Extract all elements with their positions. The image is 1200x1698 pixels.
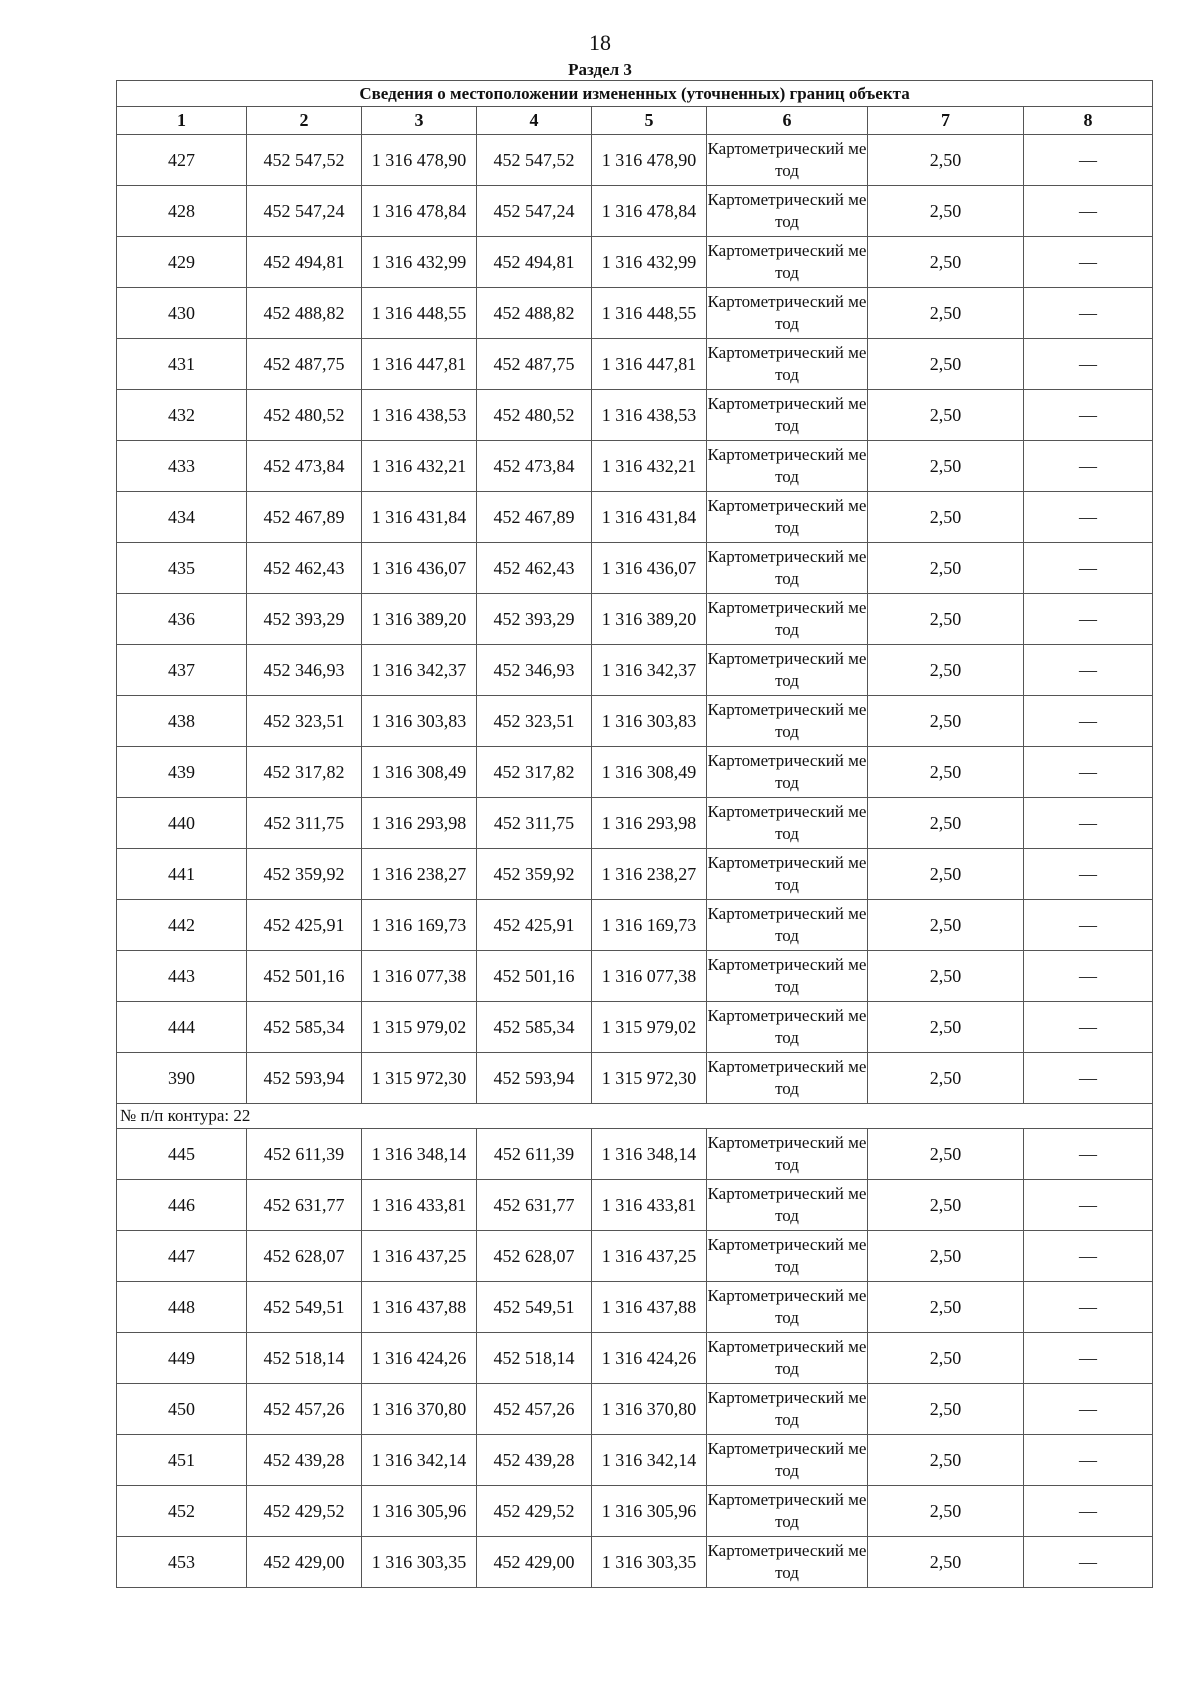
table-cell: 433: [117, 441, 247, 492]
table-cell: 432: [117, 390, 247, 441]
table-cell: —: [1024, 1129, 1153, 1180]
table-body-group-a: [117, 135, 1153, 1104]
table-cell: 1 316 478,84: [362, 186, 477, 237]
table-cell: 2,50: [868, 696, 1024, 747]
table-cell: Картометрический метод: [707, 1333, 868, 1384]
table-cell: 429: [117, 237, 247, 288]
table-cell: 452 323,51: [477, 696, 592, 747]
table-cell: 1 316 308,49: [362, 747, 477, 798]
table-cell: 2,50: [868, 1435, 1024, 1486]
table-cell: 2,50: [868, 1282, 1024, 1333]
table-cell: 1 316 238,27: [362, 849, 477, 900]
table-cell: Картометрический метод: [707, 339, 868, 390]
table-cell: 452 473,84: [477, 441, 592, 492]
table-cell: 2,50: [868, 1053, 1024, 1104]
table-cell: Картометрический метод: [707, 186, 868, 237]
table-cell: Картометрический метод: [707, 1537, 868, 1588]
table-cell: 452 593,94: [477, 1053, 592, 1104]
table-cell: 2,50: [868, 747, 1024, 798]
table-cell: 452 359,92: [477, 849, 592, 900]
table-cell: 452 393,29: [247, 594, 362, 645]
table-cell: 2,50: [868, 543, 1024, 594]
table-row: [117, 1231, 1153, 1282]
table-cell: Картометрический метод: [707, 1180, 868, 1231]
table-cell: 1 316 448,55: [592, 288, 707, 339]
table-cell: 1 316 431,84: [362, 492, 477, 543]
column-number: 3: [362, 107, 477, 135]
table-cell: 452 467,89: [477, 492, 592, 543]
table-cell: 1 315 979,02: [362, 1002, 477, 1053]
table-cell: 1 316 432,99: [362, 237, 477, 288]
table-cell: 452 359,92: [247, 849, 362, 900]
table-cell: 2,50: [868, 645, 1024, 696]
table-cell: 452 439,28: [247, 1435, 362, 1486]
table-cell: 1 316 436,07: [592, 543, 707, 594]
table-cell: 448: [117, 1282, 247, 1333]
table-cell: —: [1024, 441, 1153, 492]
table-row: [117, 186, 1153, 237]
table-cell: 452 518,14: [477, 1333, 592, 1384]
column-number: 5: [592, 107, 707, 135]
table-cell: —: [1024, 798, 1153, 849]
table-cell: 452 488,82: [477, 288, 592, 339]
column-number: 2: [247, 107, 362, 135]
table-cell: —: [1024, 747, 1153, 798]
table-row: [117, 237, 1153, 288]
table-cell: 452 346,93: [247, 645, 362, 696]
table-cell: 2,50: [868, 441, 1024, 492]
table-cell: 452 547,24: [477, 186, 592, 237]
table-row: [117, 1002, 1153, 1053]
table-cell: 452 462,43: [247, 543, 362, 594]
table-cell: Картометрический метод: [707, 390, 868, 441]
table-cell: 452 611,39: [247, 1129, 362, 1180]
table-cell: 2,50: [868, 900, 1024, 951]
table-cell: 452 480,52: [477, 390, 592, 441]
table-cell: 452 439,28: [477, 1435, 592, 1486]
table-cell: Картометрический метод: [707, 492, 868, 543]
table-cell: 452 429,52: [477, 1486, 592, 1537]
table-cell: —: [1024, 492, 1153, 543]
table-cell: 440: [117, 798, 247, 849]
column-number: 6: [707, 107, 868, 135]
table-caption: Сведения о местоположении измененных (уточненных) границ объекта: [117, 81, 1153, 107]
table-cell: —: [1024, 1384, 1153, 1435]
column-number-row: [117, 107, 1153, 135]
table-cell: 1 315 972,30: [362, 1053, 477, 1104]
table-cell: 427: [117, 135, 247, 186]
table-cell: 2,50: [868, 594, 1024, 645]
table-cell: Картометрический метод: [707, 747, 868, 798]
table-cell: 452 585,34: [247, 1002, 362, 1053]
table-cell: 452 628,07: [477, 1231, 592, 1282]
table-cell: 2,50: [868, 237, 1024, 288]
table-cell: Картометрический метод: [707, 900, 868, 951]
table-cell: Картометрический метод: [707, 135, 868, 186]
table-cell: Картометрический метод: [707, 1486, 868, 1537]
table-cell: 450: [117, 1384, 247, 1435]
table-cell: Картометрический метод: [707, 849, 868, 900]
table-cell: 1 316 424,26: [362, 1333, 477, 1384]
table-cell: —: [1024, 900, 1153, 951]
table-cell: —: [1024, 390, 1153, 441]
table-cell: 452 429,00: [247, 1537, 362, 1588]
table-cell: 439: [117, 747, 247, 798]
table-row: [117, 492, 1153, 543]
table-row: [117, 900, 1153, 951]
table-row: [117, 1180, 1153, 1231]
table-row: [117, 1384, 1153, 1435]
table-cell: 452 518,14: [247, 1333, 362, 1384]
table-cell: —: [1024, 1333, 1153, 1384]
table-cell: 2,50: [868, 951, 1024, 1002]
table-row: [117, 747, 1153, 798]
table-cell: 437: [117, 645, 247, 696]
table-row: [117, 1129, 1153, 1180]
table-cell: 1 316 348,14: [362, 1129, 477, 1180]
table-cell: 2,50: [868, 849, 1024, 900]
table-cell: 1 316 437,88: [592, 1282, 707, 1333]
table-cell: 1 316 478,90: [592, 135, 707, 186]
table-cell: —: [1024, 1435, 1153, 1486]
table-cell: 452 317,82: [247, 747, 362, 798]
table-body-group-b: [117, 1129, 1153, 1588]
table-cell: 2,50: [868, 798, 1024, 849]
table-cell: 452 631,77: [247, 1180, 362, 1231]
table-cell: 1 316 303,35: [362, 1537, 477, 1588]
table-cell: Картометрический метод: [707, 1282, 868, 1333]
table-cell: 1 316 448,55: [362, 288, 477, 339]
table-cell: 430: [117, 288, 247, 339]
table-row: [117, 339, 1153, 390]
table-cell: 436: [117, 594, 247, 645]
table-cell: 452: [117, 1486, 247, 1537]
table-cell: 449: [117, 1333, 247, 1384]
table-cell: Картометрический метод: [707, 288, 868, 339]
table-cell: 1 315 979,02: [592, 1002, 707, 1053]
table-cell: 1 316 437,88: [362, 1282, 477, 1333]
table-cell: 452 593,94: [247, 1053, 362, 1104]
table-cell: 2,50: [868, 1231, 1024, 1282]
table-cell: 1 316 447,81: [592, 339, 707, 390]
table-cell: 1 316 431,84: [592, 492, 707, 543]
table-row: [117, 951, 1153, 1002]
table-cell: 452 457,26: [477, 1384, 592, 1435]
table-row: [117, 1282, 1153, 1333]
table-cell: 452 547,24: [247, 186, 362, 237]
table-row: [117, 594, 1153, 645]
table-cell: 441: [117, 849, 247, 900]
table-cell: 1 316 389,20: [362, 594, 477, 645]
table-cell: —: [1024, 339, 1153, 390]
table-cell: —: [1024, 849, 1153, 900]
table-row: [117, 849, 1153, 900]
table-cell: Картометрический метод: [707, 441, 868, 492]
table-cell: —: [1024, 135, 1153, 186]
table-row: [117, 1435, 1153, 1486]
table-cell: 1 316 169,73: [362, 900, 477, 951]
table-cell: —: [1024, 1002, 1153, 1053]
table-cell: —: [1024, 237, 1153, 288]
table-cell: 2,50: [868, 1486, 1024, 1537]
table-cell: 453: [117, 1537, 247, 1588]
column-number: 8: [1024, 107, 1153, 135]
table-cell: 452 547,52: [477, 135, 592, 186]
table-cell: 435: [117, 543, 247, 594]
table-cell: —: [1024, 288, 1153, 339]
table-cell: —: [1024, 1180, 1153, 1231]
contour-section: [117, 1104, 1153, 1129]
table-cell: 452 323,51: [247, 696, 362, 747]
table-cell: 452 429,52: [247, 1486, 362, 1537]
table-cell: —: [1024, 186, 1153, 237]
table-cell: 452 425,91: [247, 900, 362, 951]
column-number: 4: [477, 107, 592, 135]
table-row: [117, 696, 1153, 747]
table-cell: 2,50: [868, 390, 1024, 441]
table-cell: 1 316 447,81: [362, 339, 477, 390]
table-cell: 444: [117, 1002, 247, 1053]
table-cell: 452 429,00: [477, 1537, 592, 1588]
table-cell: 2,50: [868, 1384, 1024, 1435]
table-cell: 452 317,82: [477, 747, 592, 798]
table-cell: 1 316 433,81: [362, 1180, 477, 1231]
table-cell: —: [1024, 1537, 1153, 1588]
table-cell: —: [1024, 1053, 1153, 1104]
table-cell: 452 462,43: [477, 543, 592, 594]
table-cell: 2,50: [868, 288, 1024, 339]
boundary-table: [116, 80, 1153, 1588]
table-cell: Картометрический метод: [707, 951, 868, 1002]
table-cell: —: [1024, 594, 1153, 645]
table-cell: 1 316 342,37: [362, 645, 477, 696]
table-cell: 1 316 433,81: [592, 1180, 707, 1231]
table-cell: 2,50: [868, 1002, 1024, 1053]
table-cell: 1 316 438,53: [592, 390, 707, 441]
table-cell: 452 585,34: [477, 1002, 592, 1053]
table-cell: Картометрический метод: [707, 1129, 868, 1180]
table-row: [117, 543, 1153, 594]
table-cell: 1 316 305,96: [592, 1486, 707, 1537]
table-cell: —: [1024, 543, 1153, 594]
table-cell: 1 316 389,20: [592, 594, 707, 645]
table-cell: 1 316 437,25: [592, 1231, 707, 1282]
table-cell: 1 316 293,98: [592, 798, 707, 849]
table-cell: 452 487,75: [477, 339, 592, 390]
table-cell: 452 494,81: [477, 237, 592, 288]
table-cell: 452 501,16: [477, 951, 592, 1002]
table-cell: 1 316 432,21: [362, 441, 477, 492]
table-row: [117, 390, 1153, 441]
table-cell: 1 316 424,26: [592, 1333, 707, 1384]
table-cell: 446: [117, 1180, 247, 1231]
page-number: 18: [589, 30, 611, 55]
table-row: [117, 441, 1153, 492]
table-cell: Картометрический метод: [707, 543, 868, 594]
table-row: [117, 1486, 1153, 1537]
table-cell: 443: [117, 951, 247, 1002]
table-cell: 1 316 370,80: [362, 1384, 477, 1435]
table-cell: 1 316 342,37: [592, 645, 707, 696]
table-cell: 452 494,81: [247, 237, 362, 288]
table-cell: 452 457,26: [247, 1384, 362, 1435]
table-cell: 452 549,51: [247, 1282, 362, 1333]
table-cell: 2,50: [868, 492, 1024, 543]
table-cell: 1 316 437,25: [362, 1231, 477, 1282]
table-cell: 447: [117, 1231, 247, 1282]
table-cell: —: [1024, 1282, 1153, 1333]
table-cell: Картометрический метод: [707, 1435, 868, 1486]
table-row: [117, 798, 1153, 849]
table-cell: 1 316 438,53: [362, 390, 477, 441]
table-cell: —: [1024, 645, 1153, 696]
table-cell: 452 549,51: [477, 1282, 592, 1333]
table-row: [117, 135, 1153, 186]
table-cell: 452 487,75: [247, 339, 362, 390]
table-cell: 1 316 238,27: [592, 849, 707, 900]
table-cell: 445: [117, 1129, 247, 1180]
table-cell: 452 311,75: [477, 798, 592, 849]
section-title: Раздел 3: [568, 60, 632, 79]
table-cell: 1 316 432,21: [592, 441, 707, 492]
table-cell: 452 501,16: [247, 951, 362, 1002]
table-cell: 452 488,82: [247, 288, 362, 339]
table-cell: 434: [117, 492, 247, 543]
table-cell: 1 316 303,35: [592, 1537, 707, 1588]
table-cell: Картометрический метод: [707, 237, 868, 288]
table-row: [117, 288, 1153, 339]
table-cell: 452 547,52: [247, 135, 362, 186]
table-row: [117, 1537, 1153, 1588]
table-cell: —: [1024, 1486, 1153, 1537]
table-cell: 390: [117, 1053, 247, 1104]
table-cell: Картометрический метод: [707, 798, 868, 849]
table-cell: —: [1024, 951, 1153, 1002]
table-cell: 2,50: [868, 1129, 1024, 1180]
table-cell: Картометрический метод: [707, 1053, 868, 1104]
table-cell: Картометрический метод: [707, 696, 868, 747]
table-cell: 1 316 303,83: [362, 696, 477, 747]
table-cell: 1 315 972,30: [592, 1053, 707, 1104]
table-cell: —: [1024, 696, 1153, 747]
table-cell: 452 611,39: [477, 1129, 592, 1180]
table-cell: 2,50: [868, 1537, 1024, 1588]
table-cell: 1 316 348,14: [592, 1129, 707, 1180]
table-cell: Картометрический метод: [707, 594, 868, 645]
table-cell: 1 316 308,49: [592, 747, 707, 798]
table-cell: 452 467,89: [247, 492, 362, 543]
table-cell: 1 316 342,14: [362, 1435, 477, 1486]
table-cell: Картометрический метод: [707, 1002, 868, 1053]
table-cell: 1 316 370,80: [592, 1384, 707, 1435]
column-number: 1: [117, 107, 247, 135]
table-cell: 431: [117, 339, 247, 390]
table-cell: 1 316 305,96: [362, 1486, 477, 1537]
table-cell: Картометрический метод: [707, 1384, 868, 1435]
table-cell: Картометрический метод: [707, 645, 868, 696]
table-cell: 1 316 293,98: [362, 798, 477, 849]
table-cell: 438: [117, 696, 247, 747]
table-row: [117, 1333, 1153, 1384]
table-cell: 451: [117, 1435, 247, 1486]
table-cell: 2,50: [868, 186, 1024, 237]
table-cell: 1 316 478,84: [592, 186, 707, 237]
table-cell: Картометрический метод: [707, 1231, 868, 1282]
table-cell: 428: [117, 186, 247, 237]
table-cell: 1 316 303,83: [592, 696, 707, 747]
table-cell: 452 425,91: [477, 900, 592, 951]
table-cell: 442: [117, 900, 247, 951]
table-cell: 1 316 436,07: [362, 543, 477, 594]
table-cell: 452 311,75: [247, 798, 362, 849]
table-cell: 452 631,77: [477, 1180, 592, 1231]
table-cell: 1 316 077,38: [362, 951, 477, 1002]
table-row: [117, 1053, 1153, 1104]
table-cell: 452 473,84: [247, 441, 362, 492]
table-cell: 452 346,93: [477, 645, 592, 696]
table-cell: 452 393,29: [477, 594, 592, 645]
table-cell: 2,50: [868, 135, 1024, 186]
contour-label: № п/п контура: 22: [117, 1104, 1153, 1129]
table-cell: 1 316 169,73: [592, 900, 707, 951]
table-row: [117, 645, 1153, 696]
table-cell: 1 316 432,99: [592, 237, 707, 288]
table-cell: 2,50: [868, 339, 1024, 390]
table-cell: 1 316 077,38: [592, 951, 707, 1002]
table-cell: 452 480,52: [247, 390, 362, 441]
table-cell: 2,50: [868, 1180, 1024, 1231]
column-number: 7: [868, 107, 1024, 135]
table-cell: 1 316 342,14: [592, 1435, 707, 1486]
table-cell: 1 316 478,90: [362, 135, 477, 186]
table-cell: 452 628,07: [247, 1231, 362, 1282]
table-cell: 2,50: [868, 1333, 1024, 1384]
table-cell: —: [1024, 1231, 1153, 1282]
